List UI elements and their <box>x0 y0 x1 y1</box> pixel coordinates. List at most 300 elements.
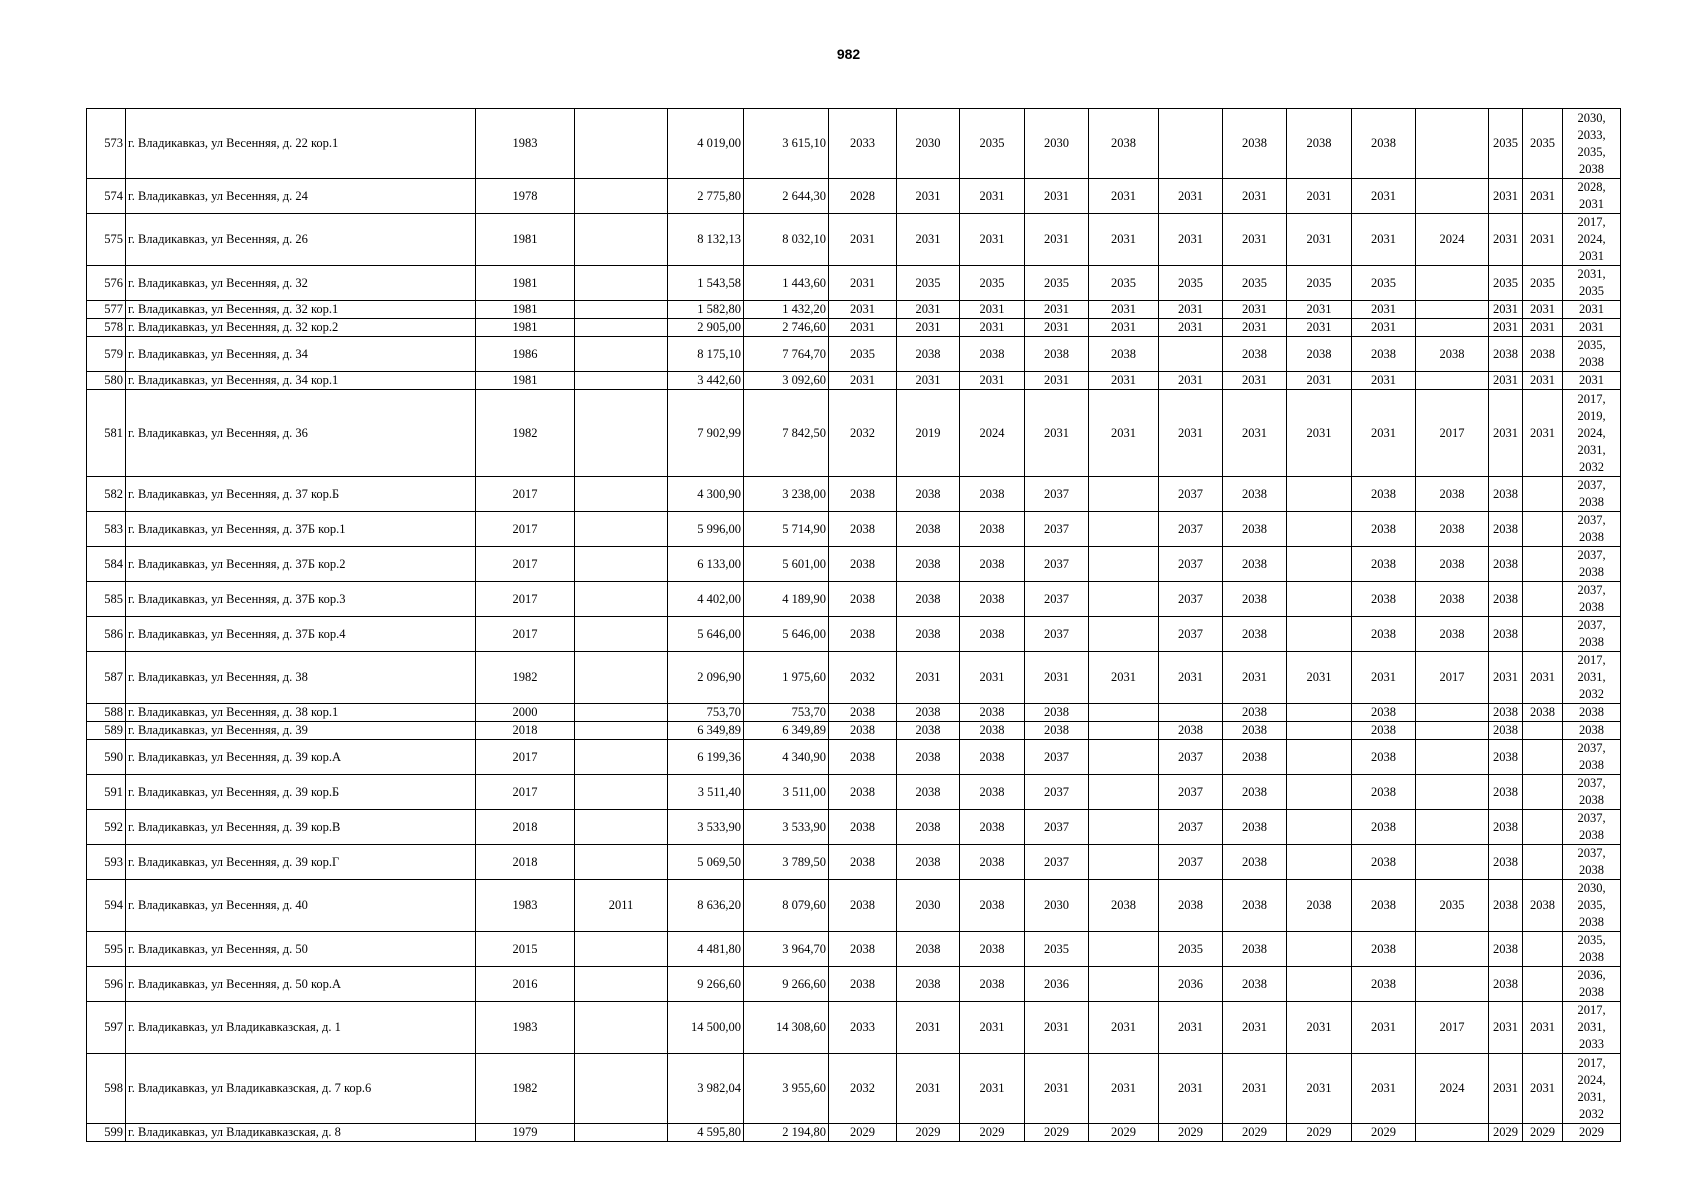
work-year-cell: 2038 <box>960 477 1025 512</box>
row-number: 576 <box>87 266 126 301</box>
work-year-cell: 2031 <box>1159 652 1223 704</box>
work-year-cell: 2037 <box>1025 547 1089 582</box>
table-row <box>87 652 1621 704</box>
work-year-cell: 2028 <box>829 179 897 214</box>
work-year-cell: 2038 <box>1223 722 1287 740</box>
work-year-cell: 2037 <box>1159 547 1223 582</box>
work-year-cell: 2031 <box>1352 372 1416 390</box>
work-year-cell: 2032 <box>829 390 897 477</box>
work-year-cell: 2031 <box>1159 372 1223 390</box>
work-year-cell: 2038 <box>897 845 960 880</box>
work-year-cell: 2032 <box>829 1054 897 1124</box>
summary-years-cell: 2028, 2031 <box>1563 179 1621 214</box>
work-year-cell: 2038 <box>1416 582 1489 617</box>
table-row <box>87 582 1621 617</box>
work-year-cell <box>1416 301 1489 319</box>
row-number: 577 <box>87 301 126 319</box>
work-year-cell: 2035 <box>897 266 960 301</box>
row-number: 594 <box>87 880 126 932</box>
summary-years-cell: 2030, 2035, 2038 <box>1563 880 1621 932</box>
year-built-cell: 1982 <box>476 652 575 704</box>
area-living-cell: 1 975,60 <box>744 652 829 704</box>
year-built-cell: 1981 <box>476 266 575 301</box>
area-total-cell: 753,70 <box>668 704 744 722</box>
work-year-cell: 2038 <box>1223 880 1287 932</box>
work-year-cell: 2031 <box>1025 1054 1089 1124</box>
work-year-cell: 2038 <box>897 617 960 652</box>
work-year-cell: 2037 <box>1025 810 1089 845</box>
work-year-cell: 2038 <box>1223 477 1287 512</box>
work-year-cell: 2031 <box>1223 652 1287 704</box>
work-year-cell: 2031 <box>1489 179 1523 214</box>
work-year-cell: 2038 <box>897 932 960 967</box>
work-year-cell: 2038 <box>1416 547 1489 582</box>
summary-years-cell: 2017, 2031, 2033 <box>1563 1002 1621 1054</box>
work-year-cell: 2038 <box>1489 477 1523 512</box>
area-living-cell: 6 349,89 <box>744 722 829 740</box>
work-year-cell: 2031 <box>1287 652 1352 704</box>
work-year-cell: 2031 <box>1025 214 1089 266</box>
work-year-cell: 2038 <box>1523 704 1563 722</box>
work-year-cell: 2031 <box>1025 301 1089 319</box>
area-total-cell: 3 442,60 <box>668 372 744 390</box>
summary-years-cell: 2038 <box>1563 704 1621 722</box>
work-year-cell: 2038 <box>1089 880 1159 932</box>
work-year-cell: 2038 <box>1352 704 1416 722</box>
work-year-cell <box>1287 704 1352 722</box>
work-year-cell: 2029 <box>960 1124 1025 1142</box>
work-year-cell: 2038 <box>1489 880 1523 932</box>
work-year-cell: 2038 <box>1352 109 1416 179</box>
work-year-cell: 2031 <box>1223 1054 1287 1124</box>
summary-years-cell: 2017, 2024, 2031 <box>1563 214 1621 266</box>
work-year-cell: 2031 <box>829 214 897 266</box>
work-year-cell <box>1287 810 1352 845</box>
work-year-cell: 2029 <box>1352 1124 1416 1142</box>
work-year-cell: 2031 <box>1223 179 1287 214</box>
work-year-cell <box>1416 266 1489 301</box>
work-year-cell: 2031 <box>1287 390 1352 477</box>
work-year-cell <box>1523 845 1563 880</box>
work-year-cell: 2035 <box>960 266 1025 301</box>
work-year-cell: 2031 <box>1287 1054 1352 1124</box>
work-year-cell: 2038 <box>1489 967 1523 1002</box>
work-year-cell: 2038 <box>897 740 960 775</box>
year-renovation-cell <box>575 704 668 722</box>
work-year-cell: 2029 <box>1025 1124 1089 1142</box>
work-year-cell <box>1523 477 1563 512</box>
table-row <box>87 547 1621 582</box>
work-year-cell: 2038 <box>1352 932 1416 967</box>
work-year-cell: 2038 <box>960 775 1025 810</box>
work-year-cell: 2031 <box>1025 179 1089 214</box>
work-year-cell: 2038 <box>960 845 1025 880</box>
work-year-cell: 2031 <box>1523 214 1563 266</box>
work-year-cell: 2038 <box>897 775 960 810</box>
year-built-cell: 2017 <box>476 617 575 652</box>
work-year-cell: 2031 <box>1089 652 1159 704</box>
work-year-cell: 2038 <box>1416 477 1489 512</box>
year-built-cell: 1983 <box>476 1002 575 1054</box>
work-year-cell: 2031 <box>1089 214 1159 266</box>
work-year-cell <box>1089 582 1159 617</box>
table-row <box>87 1124 1621 1142</box>
work-year-cell: 2017 <box>1416 1002 1489 1054</box>
address-cell: г. Владикавказ, ул Весенняя, д. 36 <box>126 390 476 477</box>
year-renovation-cell <box>575 1002 668 1054</box>
area-living-cell: 5 646,00 <box>744 617 829 652</box>
work-year-cell: 2038 <box>1489 775 1523 810</box>
address-cell: г. Владикавказ, ул Владикавказская, д. 7 кор.6 <box>126 1054 476 1124</box>
work-year-cell: 2038 <box>1416 617 1489 652</box>
work-year-cell: 2031 <box>1352 652 1416 704</box>
work-year-cell: 2031 <box>1159 319 1223 337</box>
work-year-cell: 2031 <box>1489 1002 1523 1054</box>
work-year-cell: 2031 <box>1025 319 1089 337</box>
address-cell: г. Владикавказ, ул Весенняя, д. 40 <box>126 880 476 932</box>
year-renovation-cell: 2011 <box>575 880 668 932</box>
year-built-cell: 2018 <box>476 845 575 880</box>
work-year-cell: 2031 <box>1025 390 1089 477</box>
area-total-cell: 3 533,90 <box>668 810 744 845</box>
table-row <box>87 214 1621 266</box>
area-total-cell: 5 996,00 <box>668 512 744 547</box>
work-year-cell <box>1416 740 1489 775</box>
area-living-cell: 753,70 <box>744 704 829 722</box>
summary-years-cell: 2036, 2038 <box>1563 967 1621 1002</box>
address-cell: г. Владикавказ, ул Весенняя, д. 50 <box>126 932 476 967</box>
row-number: 573 <box>87 109 126 179</box>
work-year-cell: 2038 <box>1287 880 1352 932</box>
work-year-cell: 2031 <box>960 652 1025 704</box>
year-renovation-cell <box>575 932 668 967</box>
year-built-cell: 2017 <box>476 775 575 810</box>
work-year-cell: 2031 <box>1089 390 1159 477</box>
work-year-cell: 2031 <box>1352 1054 1416 1124</box>
address-cell: г. Владикавказ, ул Весенняя, д. 22 кор.1 <box>126 109 476 179</box>
work-year-cell: 2038 <box>1223 582 1287 617</box>
work-year-cell: 2038 <box>1489 582 1523 617</box>
work-year-cell: 2031 <box>1352 179 1416 214</box>
work-year-cell: 2038 <box>1489 932 1523 967</box>
work-year-cell: 2031 <box>1025 1002 1089 1054</box>
area-total-cell: 8 132,13 <box>668 214 744 266</box>
address-cell: г. Владикавказ, ул Весенняя, д. 34 кор.1 <box>126 372 476 390</box>
work-year-cell <box>1089 547 1159 582</box>
area-living-cell: 7 842,50 <box>744 390 829 477</box>
work-year-cell <box>1287 477 1352 512</box>
table-row <box>87 775 1621 810</box>
work-year-cell <box>1523 775 1563 810</box>
row-number: 579 <box>87 337 126 372</box>
area-living-cell: 3 238,00 <box>744 477 829 512</box>
work-year-cell: 2035 <box>1352 266 1416 301</box>
area-living-cell: 3 955,60 <box>744 1054 829 1124</box>
area-living-cell: 3 533,90 <box>744 810 829 845</box>
work-year-cell: 2029 <box>1287 1124 1352 1142</box>
work-year-cell <box>1416 722 1489 740</box>
year-renovation-cell <box>575 337 668 372</box>
row-number: 585 <box>87 582 126 617</box>
data-table <box>86 108 1621 1142</box>
work-year-cell: 2037 <box>1159 740 1223 775</box>
table-row <box>87 722 1621 740</box>
work-year-cell: 2038 <box>1489 704 1523 722</box>
row-number: 581 <box>87 390 126 477</box>
work-year-cell: 2038 <box>829 547 897 582</box>
work-year-cell: 2031 <box>1287 214 1352 266</box>
work-year-cell: 2038 <box>1223 775 1287 810</box>
work-year-cell: 2029 <box>829 1124 897 1142</box>
work-year-cell: 2037 <box>1159 477 1223 512</box>
work-year-cell: 2038 <box>1352 617 1416 652</box>
address-cell: г. Владикавказ, ул Весенняя, д. 37Б кор.3 <box>126 582 476 617</box>
work-year-cell: 2038 <box>1223 967 1287 1002</box>
work-year-cell: 2038 <box>829 704 897 722</box>
work-year-cell <box>1416 109 1489 179</box>
work-year-cell: 2038 <box>1489 337 1523 372</box>
work-year-cell: 2038 <box>1489 547 1523 582</box>
year-built-cell: 1978 <box>476 179 575 214</box>
work-year-cell <box>1523 512 1563 547</box>
work-year-cell: 2035 <box>1287 266 1352 301</box>
area-total-cell: 4 402,00 <box>668 582 744 617</box>
work-year-cell: 2031 <box>1223 1002 1287 1054</box>
work-year-cell: 2038 <box>960 704 1025 722</box>
work-year-cell: 2038 <box>897 477 960 512</box>
work-year-cell: 2029 <box>1489 1124 1523 1142</box>
year-renovation-cell <box>575 810 668 845</box>
work-year-cell: 2038 <box>960 932 1025 967</box>
year-built-cell: 1982 <box>476 1054 575 1124</box>
work-year-cell <box>1287 547 1352 582</box>
summary-years-cell: 2037, 2038 <box>1563 740 1621 775</box>
work-year-cell: 2038 <box>829 967 897 1002</box>
area-living-cell: 2 194,80 <box>744 1124 829 1142</box>
row-number: 589 <box>87 722 126 740</box>
work-year-cell: 2038 <box>1352 740 1416 775</box>
work-year-cell: 2038 <box>1089 337 1159 372</box>
work-year-cell <box>1523 617 1563 652</box>
work-year-cell <box>1287 932 1352 967</box>
table-row <box>87 1002 1621 1054</box>
address-cell: г. Владикавказ, ул Весенняя, д. 24 <box>126 179 476 214</box>
work-year-cell: 2030 <box>897 880 960 932</box>
work-year-cell: 2031 <box>829 372 897 390</box>
address-cell: г. Владикавказ, ул Владикавказская, д. 1 <box>126 1002 476 1054</box>
year-built-cell: 1979 <box>476 1124 575 1142</box>
year-renovation-cell <box>575 390 668 477</box>
area-living-cell: 5 601,00 <box>744 547 829 582</box>
summary-years-cell: 2031 <box>1563 319 1621 337</box>
work-year-cell: 2029 <box>897 1124 960 1142</box>
work-year-cell: 2029 <box>1223 1124 1287 1142</box>
work-year-cell: 2038 <box>1223 337 1287 372</box>
work-year-cell: 2031 <box>1089 319 1159 337</box>
work-year-cell: 2031 <box>1159 1002 1223 1054</box>
work-year-cell: 2037 <box>1159 775 1223 810</box>
work-year-cell: 2038 <box>1025 337 1089 372</box>
year-renovation-cell <box>575 179 668 214</box>
area-total-cell: 5 646,00 <box>668 617 744 652</box>
work-year-cell <box>1287 722 1352 740</box>
area-living-cell: 7 764,70 <box>744 337 829 372</box>
table-row <box>87 319 1621 337</box>
work-year-cell: 2029 <box>1159 1124 1223 1142</box>
year-renovation-cell <box>575 652 668 704</box>
row-number: 595 <box>87 932 126 967</box>
row-number: 584 <box>87 547 126 582</box>
table-row <box>87 967 1621 1002</box>
work-year-cell: 2037 <box>1025 477 1089 512</box>
address-cell: г. Владикавказ, ул Весенняя, д. 50 кор.А <box>126 967 476 1002</box>
work-year-cell: 2038 <box>829 477 897 512</box>
work-year-cell: 2038 <box>1352 880 1416 932</box>
work-year-cell: 2038 <box>960 512 1025 547</box>
area-total-cell: 4 595,80 <box>668 1124 744 1142</box>
work-year-cell: 2031 <box>1159 390 1223 477</box>
year-built-cell: 2017 <box>476 582 575 617</box>
table-row <box>87 512 1621 547</box>
work-year-cell: 2038 <box>1523 880 1563 932</box>
work-year-cell: 2031 <box>1489 1054 1523 1124</box>
summary-years-cell: 2037, 2038 <box>1563 582 1621 617</box>
work-year-cell: 2038 <box>829 617 897 652</box>
row-number: 599 <box>87 1124 126 1142</box>
work-year-cell <box>1089 477 1159 512</box>
work-year-cell <box>1416 1124 1489 1142</box>
work-year-cell <box>1089 967 1159 1002</box>
row-number: 575 <box>87 214 126 266</box>
work-year-cell: 2031 <box>1159 1054 1223 1124</box>
work-year-cell <box>1416 372 1489 390</box>
address-cell: г. Владикавказ, ул Владикавказская, д. 8 <box>126 1124 476 1142</box>
row-number: 590 <box>87 740 126 775</box>
area-living-cell: 4 189,90 <box>744 582 829 617</box>
area-total-cell: 4 481,80 <box>668 932 744 967</box>
work-year-cell: 2029 <box>1523 1124 1563 1142</box>
address-cell: г. Владикавказ, ул Весенняя, д. 34 <box>126 337 476 372</box>
work-year-cell <box>1523 722 1563 740</box>
work-year-cell <box>1089 932 1159 967</box>
area-total-cell: 14 500,00 <box>668 1002 744 1054</box>
work-year-cell <box>1416 932 1489 967</box>
year-renovation-cell <box>575 1054 668 1124</box>
year-built-cell: 2016 <box>476 967 575 1002</box>
area-total-cell: 1 582,80 <box>668 301 744 319</box>
year-built-cell: 2018 <box>476 810 575 845</box>
work-year-cell: 2031 <box>1352 214 1416 266</box>
year-renovation-cell <box>575 319 668 337</box>
work-year-cell: 2038 <box>960 337 1025 372</box>
work-year-cell: 2038 <box>829 775 897 810</box>
work-year-cell <box>1159 704 1223 722</box>
address-cell: г. Владикавказ, ул Весенняя, д. 39 кор.Г <box>126 845 476 880</box>
work-year-cell: 2038 <box>1223 512 1287 547</box>
year-built-cell: 2015 <box>476 932 575 967</box>
table-row <box>87 932 1621 967</box>
work-year-cell <box>1287 740 1352 775</box>
work-year-cell: 2031 <box>829 301 897 319</box>
work-year-cell: 2038 <box>960 967 1025 1002</box>
work-year-cell: 2038 <box>1352 775 1416 810</box>
year-renovation-cell <box>575 266 668 301</box>
work-year-cell <box>1416 775 1489 810</box>
work-year-cell: 2031 <box>1352 301 1416 319</box>
year-built-cell: 1983 <box>476 880 575 932</box>
work-year-cell: 2031 <box>1159 301 1223 319</box>
work-year-cell: 2031 <box>1287 319 1352 337</box>
year-renovation-cell <box>575 547 668 582</box>
work-year-cell: 2035 <box>1159 266 1223 301</box>
work-year-cell: 2031 <box>1287 179 1352 214</box>
work-year-cell: 2033 <box>829 109 897 179</box>
summary-years-cell: 2037, 2038 <box>1563 512 1621 547</box>
table-row <box>87 880 1621 932</box>
work-year-cell: 2038 <box>1159 722 1223 740</box>
year-built-cell: 1983 <box>476 109 575 179</box>
work-year-cell: 2031 <box>1223 301 1287 319</box>
work-year-cell: 2038 <box>1223 704 1287 722</box>
year-renovation-cell <box>575 301 668 319</box>
work-year-cell: 2031 <box>1523 319 1563 337</box>
work-year-cell <box>1089 722 1159 740</box>
year-renovation-cell <box>575 617 668 652</box>
address-cell: г. Владикавказ, ул Весенняя, д. 39 <box>126 722 476 740</box>
work-year-cell: 2031 <box>1089 301 1159 319</box>
area-living-cell: 5 714,90 <box>744 512 829 547</box>
work-year-cell: 2030 <box>897 109 960 179</box>
work-year-cell: 2031 <box>1489 372 1523 390</box>
work-year-cell: 2038 <box>960 810 1025 845</box>
row-number: 578 <box>87 319 126 337</box>
year-renovation-cell <box>575 582 668 617</box>
work-year-cell: 2038 <box>960 722 1025 740</box>
work-year-cell: 2038 <box>1223 810 1287 845</box>
work-year-cell: 2030 <box>1025 880 1089 932</box>
work-year-cell: 2017 <box>1416 390 1489 477</box>
work-year-cell: 2038 <box>1489 740 1523 775</box>
work-year-cell: 2038 <box>1223 845 1287 880</box>
work-year-cell: 2031 <box>960 179 1025 214</box>
summary-years-cell: 2029 <box>1563 1124 1621 1142</box>
work-year-cell: 2035 <box>960 109 1025 179</box>
summary-years-cell: 2031, 2035 <box>1563 266 1621 301</box>
area-total-cell: 6 349,89 <box>668 722 744 740</box>
work-year-cell: 2038 <box>829 740 897 775</box>
area-total-cell: 6 199,36 <box>668 740 744 775</box>
work-year-cell: 2038 <box>1416 512 1489 547</box>
row-number: 582 <box>87 477 126 512</box>
area-living-cell: 3 789,50 <box>744 845 829 880</box>
work-year-cell: 2038 <box>1489 845 1523 880</box>
work-year-cell <box>1089 617 1159 652</box>
page-number: 982 <box>836 46 861 62</box>
work-year-cell: 2031 <box>1287 301 1352 319</box>
work-year-cell: 2031 <box>1489 390 1523 477</box>
work-year-cell: 2031 <box>1489 301 1523 319</box>
work-year-cell: 2038 <box>829 722 897 740</box>
row-number: 592 <box>87 810 126 845</box>
summary-years-cell: 2031 <box>1563 301 1621 319</box>
year-renovation-cell <box>575 512 668 547</box>
work-year-cell: 2038 <box>1223 740 1287 775</box>
work-year-cell: 2038 <box>1223 617 1287 652</box>
work-year-cell <box>1523 547 1563 582</box>
area-total-cell: 3 982,04 <box>668 1054 744 1124</box>
area-total-cell: 6 133,00 <box>668 547 744 582</box>
summary-years-cell: 2031 <box>1563 372 1621 390</box>
